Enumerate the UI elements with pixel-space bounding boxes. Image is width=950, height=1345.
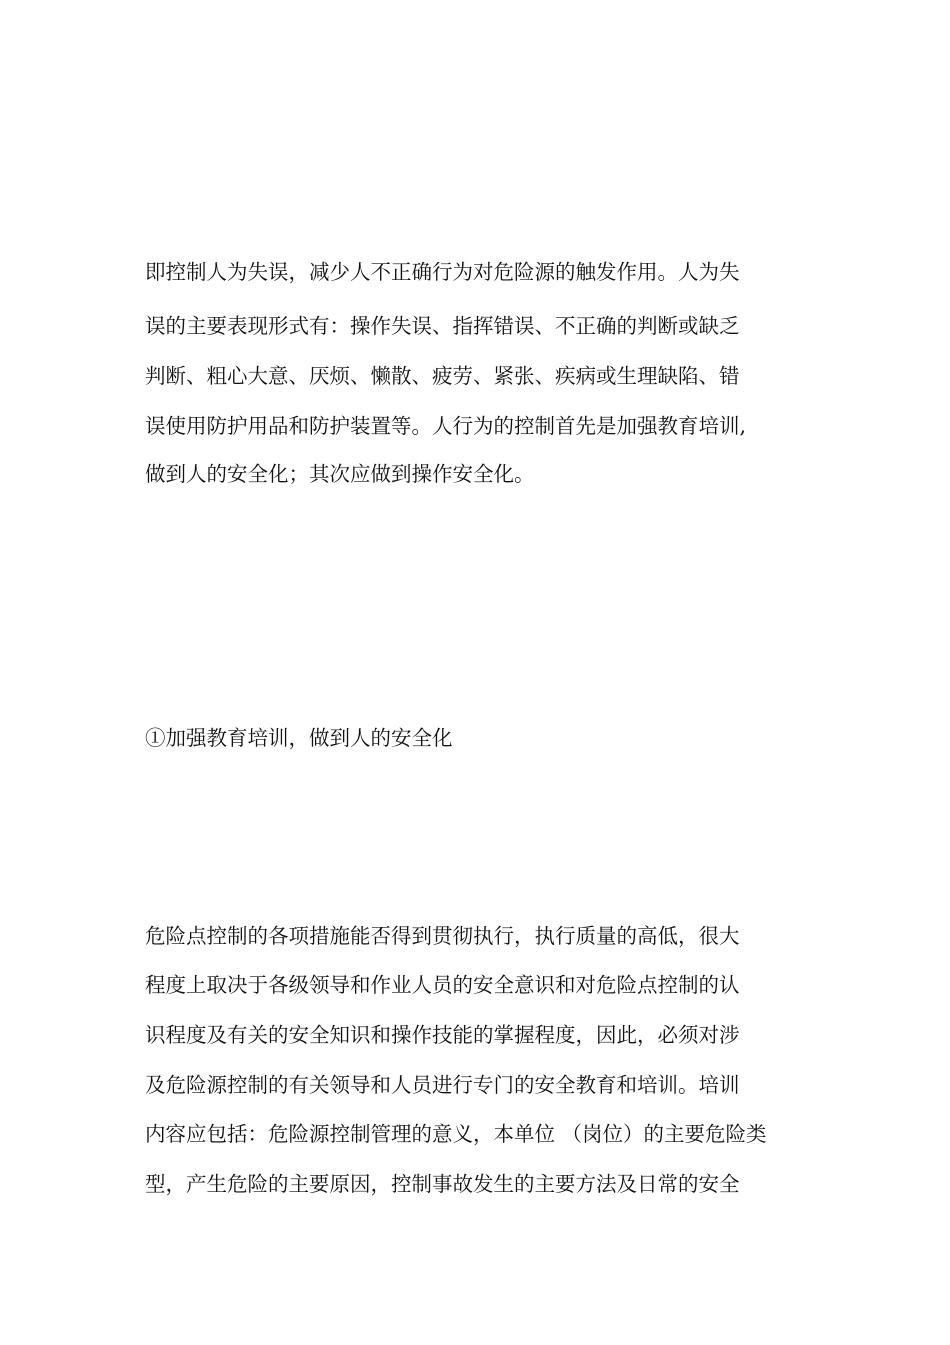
paragraph-2-line-6: 型，产生危险的主要原因，控制事故发生的主要方法及日常的安全	[145, 1172, 740, 1196]
paragraph-1-line-5: 做到人的安全化；其次应做到操作安全化。	[145, 462, 535, 486]
paragraph-1-line-2: 误的主要表现形式有：操作失误、指挥错误、不正确的判断或缺乏	[145, 314, 740, 338]
paragraph-2-line-4: 及危险源控制的有关领导和人员进行专门的安全教育和培训。培训	[145, 1073, 740, 1097]
paragraph-2-line-5: 内容应包括：危险源控制管理的意义，本单位 （岗位）的主要危险类	[145, 1122, 767, 1146]
paragraph-2-line-1: 危险点控制的各项措施能否得到贯彻执行，执行质量的高低，很大	[145, 924, 740, 948]
paragraph-1-line-1: 即控制人为失误，减少人不正确行为对危险源的触发作用。人为失	[145, 260, 740, 284]
section-heading: ①加强教育培训，做到人的安全化	[145, 726, 453, 750]
paragraph-1-line-3: 判断、粗心大意、厌烦、懒散、疲劳、紧张、疾病或生理缺陷、错	[145, 364, 740, 388]
paragraph-2-line-3: 识程度及有关的安全知识和操作技能的掌握程度，因此，必须对涉	[145, 1023, 740, 1047]
paragraph-1-line-4: 误使用防护用品和防护装置等。人行为的控制首先是加强教育培训,	[145, 414, 747, 438]
paragraph-2-line-2: 程度上取决于各级领导和作业人员的安全意识和对危险点控制的认	[145, 973, 740, 997]
